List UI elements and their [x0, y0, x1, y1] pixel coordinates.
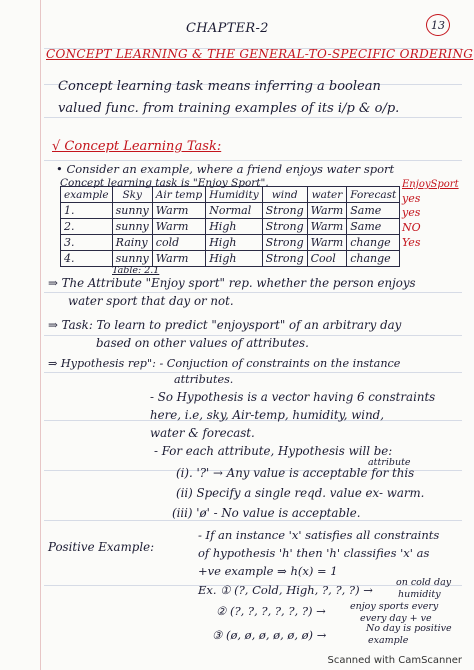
- cell-water: Warm: [307, 235, 347, 251]
- cell-example: 2.: [61, 219, 113, 235]
- cell-air-temp: Warm: [152, 251, 205, 267]
- consider-line-1: • Consider an example, where a friend enjoys water sport: [56, 162, 395, 176]
- col-sky: Sky: [112, 187, 152, 203]
- cell-forecast: Same: [347, 219, 400, 235]
- table-row: [61, 235, 400, 251]
- col-wind: wind: [262, 187, 307, 203]
- intro-line-1: Concept learning task means inferring a boolean: [58, 79, 381, 94]
- example-3-note-a: No day is positive: [366, 623, 452, 634]
- table-header-row: [61, 187, 400, 203]
- topic-heading: CONCEPT LEARNING & THE GENERAL-TO-SPECIFIC ORDERING: [46, 47, 474, 61]
- hypothesis-line-6: - For each attribute, Hypothesis will be:: [154, 444, 393, 458]
- cell-sky: sunny: [112, 219, 152, 235]
- table-row: [61, 203, 400, 219]
- ruled-line: [44, 520, 462, 521]
- cell-water: Warm: [307, 203, 347, 219]
- hypothesis-line-4: here, i.e, sky, Air-temp, humidity, wind,: [150, 408, 384, 422]
- cell-humidity: High: [206, 251, 262, 267]
- ruled-line: [44, 117, 462, 118]
- hypothesis-line-1: ⇒ Hypothesis rep": - Conjuction of constraints on the instance: [48, 357, 401, 370]
- hypothesis-line-2: attributes.: [174, 373, 234, 386]
- cell-wind: Strong: [262, 219, 307, 235]
- cell-air-temp: Warm: [152, 203, 205, 219]
- consider-line-2: Concept learning task is "Enjoy Sport".: [60, 177, 269, 189]
- page-number: 13: [426, 14, 450, 36]
- cell-air-temp: Warm: [152, 219, 205, 235]
- cell-forecast: change: [347, 235, 400, 251]
- cell-humidity: High: [206, 219, 262, 235]
- positive-line-1: - If an instance 'x' satisfies all constraints: [198, 528, 440, 542]
- enjoy-sport-column: [402, 178, 459, 251]
- enjoy-sport-header: EnjoySport: [402, 179, 459, 190]
- cell-air-temp: cold: [152, 235, 205, 251]
- cell-sky: sunny: [112, 251, 152, 267]
- cell-example: 3.: [61, 235, 113, 251]
- col-example: example: [61, 187, 113, 203]
- col-water: water: [307, 187, 347, 203]
- task-line-2: based on other values of attributes.: [96, 336, 309, 350]
- cell-sky: sunny: [112, 203, 152, 219]
- cell-forecast: change: [347, 251, 400, 267]
- chapter-title: CHAPTER-2: [186, 21, 269, 36]
- hypothesis-line-6b: attribute: [368, 457, 411, 468]
- margin-line: [40, 0, 41, 670]
- enjoy-value: yes: [402, 191, 421, 205]
- ruled-line: [44, 160, 462, 161]
- attribute-note-line-2: water sport that day or not.: [68, 294, 234, 308]
- enjoy-value: NO: [402, 221, 421, 235]
- table-row: [61, 219, 400, 235]
- cell-humidity: High: [206, 235, 262, 251]
- cell-example: 4.: [61, 251, 113, 267]
- cell-sky: Rainy: [112, 235, 152, 251]
- example-3-note-b: example: [368, 635, 409, 646]
- hypothesis-item-2: (ii) Specify a single reqd. value ex- warm.: [176, 486, 425, 500]
- cell-water: Cool: [307, 251, 347, 267]
- example-1-note-a: on cold day: [396, 577, 452, 588]
- ruled-line: [44, 292, 462, 293]
- hypothesis-item-3: (iii) 'ø' - No value is acceptable.: [172, 506, 361, 520]
- section-heading: √ Concept Learning Task:: [52, 139, 222, 154]
- positive-line-3: +ve example ⇒ h(x) = 1: [198, 564, 338, 578]
- ruled-line: [44, 372, 462, 373]
- enjoy-value: Yes: [402, 236, 421, 250]
- task-line-1: ⇒ Task: To learn to predict "enjoysport" of an arbitrary day: [48, 318, 402, 332]
- cell-example: 1.: [61, 203, 113, 219]
- positive-line-2: of hypothesis 'h' then 'h' classifies 'x' as: [198, 546, 430, 560]
- col-forecast: Forecast: [347, 187, 400, 203]
- enjoy-sport-table: [60, 186, 400, 267]
- hypothesis-line-3: - So Hypothesis is a vector having 6 constraints: [150, 390, 436, 404]
- example-1: Ex. ① (?, Cold, High, ?, ?, ?) →: [198, 583, 373, 597]
- positive-example-label: Positive Example:: [48, 540, 155, 554]
- cell-wind: Strong: [262, 203, 307, 219]
- example-2-note-a: enjoy sports every: [350, 601, 439, 612]
- hypothesis-line-5: water & forecast.: [150, 426, 255, 440]
- cell-wind: Strong: [262, 235, 307, 251]
- example-1-note-b: humidity: [398, 589, 441, 600]
- enjoy-value: yes: [402, 206, 421, 220]
- col-air-temp: Air temp: [152, 187, 205, 203]
- col-humidity: Humidity: [206, 187, 262, 203]
- attribute-note-line-1: ⇒ The Attribute "Enjoy sport" rep. whether the person enjoys: [48, 276, 416, 290]
- example-3: ③ (ø, ø, ø, ø, ø, ø) →: [212, 628, 327, 642]
- example-2-note-b: every day + ve: [360, 613, 432, 624]
- scanner-watermark: Scanned with CamScanner: [327, 655, 462, 666]
- cell-forecast: Same: [347, 203, 400, 219]
- table-caption: Table: 2.1: [112, 265, 160, 276]
- cell-humidity: Normal: [206, 203, 262, 219]
- example-2: ② (?, ?, ?, ?, ?, ?) →: [216, 604, 326, 618]
- cell-wind: Strong: [262, 251, 307, 267]
- cell-water: Warm: [307, 219, 347, 235]
- intro-line-2: valued func. from training examples of its i/p & o/p.: [58, 101, 400, 116]
- hypothesis-item-1: (i). '?' → Any value is acceptable for this: [176, 466, 415, 480]
